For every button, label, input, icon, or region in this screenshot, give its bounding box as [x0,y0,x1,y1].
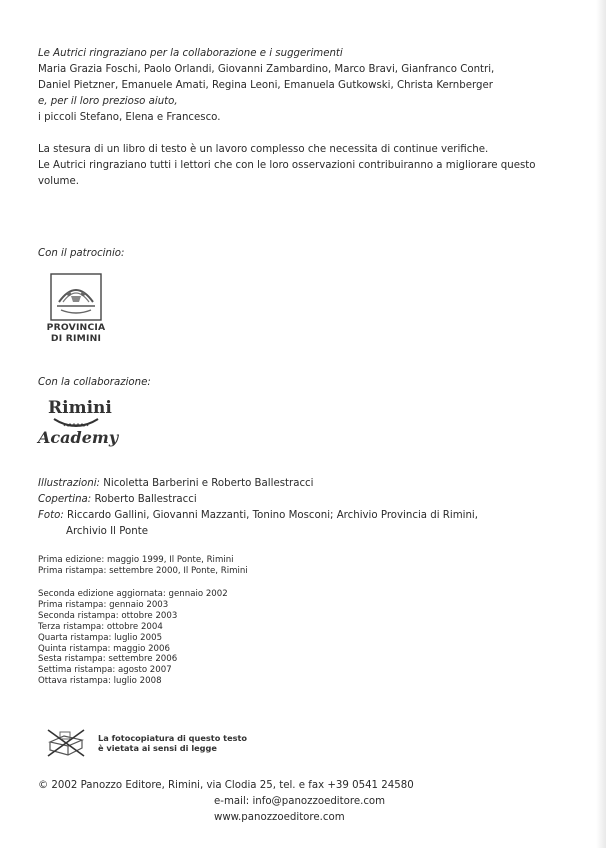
credits-cover-label: Copertina: [38,494,92,505]
edition-line: Sesta ristampa: settembre 2006 [38,654,178,665]
acknowledgements-names-2: Daniel Pietzner, Emanuele Amati, Regina Leoni, Emanuela Gutkowski, Christa Kernberger [38,80,493,91]
publisher-website: www.panozzoeditore.com [214,812,345,823]
edition-line: Quarta ristampa: luglio 2005 [38,632,163,643]
credits-illustrations [38,476,478,492]
photocopy-notice [44,728,247,758]
provincia-logo-line-1: PROVINCIA [46,322,106,333]
photocopy-notice-line-1: La fotocopiatura di questo testo [98,733,248,743]
credits-photo-label: Foto: [38,510,64,521]
rimini-academy-logo [38,399,128,447]
no-photocopy-icon [44,728,88,758]
provincia-crest-icon [49,272,103,322]
collaboration-section [38,375,151,447]
rimini-academy-logo-top: Rimini [48,398,112,418]
rimini-academy-logo-bottom: Academy [38,428,119,447]
edition-line: Prima ristampa: gennaio 2003 [38,599,169,610]
collaboration-label: Con la collaborazione: [38,377,151,388]
credits-cover-value: Roberto Ballestracci [94,494,197,505]
photocopy-notice-line-2: è vietata ai sensi di legge [98,743,217,753]
acknowledgements-children: i piccoli Stefano, Elena e Francesco. [38,112,221,123]
provincia-rimini-logo [38,272,114,344]
edition-line: Seconda edizione aggiornata: gennaio 2002 [38,589,228,599]
acknowledgements-also: e, per il loro prezioso aiuto, [38,96,178,107]
publisher-footer [38,778,414,826]
provincia-logo-line-2: DI RIMINI [50,333,102,344]
credits [38,476,478,540]
credits-photo-value-2: Archivio Il Ponte [66,526,148,537]
reader-note-line-3: volume. [38,176,79,187]
credits-photo [38,508,478,524]
edition-line: Terza ristampa: ottobre 2004 [38,621,163,632]
publisher-address: © 2002 Panozzo Editore, Rimini, via Clodia 25, tel. e fax +39 0541 24580 [38,780,414,791]
edition-line: Settima ristampa: agosto 2007 [38,665,172,676]
credits-illustrations-label: Illustrazioni: [38,478,100,489]
patronage-label: Con il patrocinio: [38,248,125,259]
credits-illustrations-value: Nicoletta Barberini e Roberto Ballestracci [103,478,314,489]
reader-note-line-1: La stesura di un libro di testo è un lavoro complesso che necessita di continue verifiche. [38,144,489,155]
editions-first [38,555,248,577]
edition-line: Prima ristampa: settembre 2000, Il Ponte, Rimini [38,565,248,576]
page-edge-shadow [596,0,606,848]
acknowledgements [38,46,494,126]
edition-line: Prima edizione: maggio 1999, Il Ponte, Rimini [38,555,234,565]
editions-second [38,589,228,687]
edition-line: Quinta ristampa: maggio 2006 [38,643,170,654]
reader-note [38,142,536,190]
acknowledgements-names-1: Maria Grazia Foschi, Paolo Orlandi, Giovanni Zambardino, Marco Bravi, Gianfranco Contri, [38,64,495,75]
credits-cover [38,492,478,508]
edition-line: Ottava ristampa: luglio 2008 [38,676,162,687]
acknowledgements-intro: Le Autrici ringraziano per la collaborazione e i suggerimenti [38,48,343,59]
edition-line: Seconda ristampa: ottobre 2003 [38,610,178,621]
patronage-section [38,246,124,344]
credits-photo-value: Riccardo Gallini, Giovanni Mazzanti, Tonino Mosconi; Archivio Provincia di Rimini, [67,510,478,521]
reader-note-line-2: Le Autrici ringraziano tutti i lettori che con le loro osservazioni contribuiranno a migliorare questo [38,160,536,171]
publisher-email: e-mail: info@panozzoeditore.com [214,796,386,807]
